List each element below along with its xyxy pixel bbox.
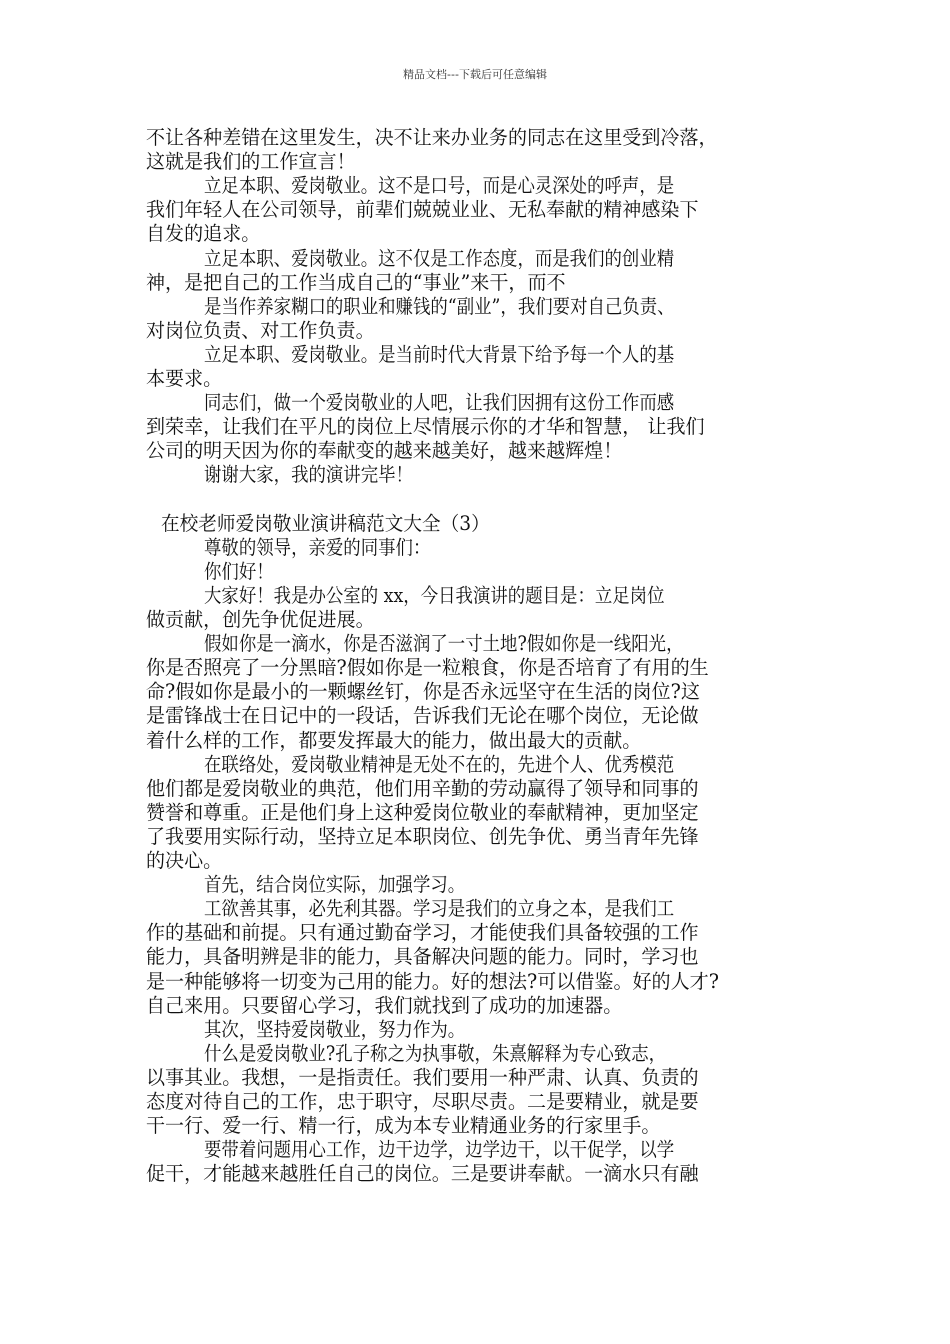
text-line: 立足本职、爱岗敬业。是当前时代大背景下给予每一个人的基 xyxy=(204,342,675,366)
text-line: 是当作养家糊口的职业和赚钱的“副业”，我们要对自己负责、 xyxy=(204,294,675,318)
text-line: 大家好！我是办公室的 xx，今日我演讲的题目是：立足岗位 xyxy=(204,583,665,607)
text-line: 要带着问题用心工作，边干边学，边学边干，以干促学，以学 xyxy=(204,1138,675,1162)
text-line: 能力，具备明辨是非的能力，具备解决问题的能力。同时，学习也 xyxy=(146,945,699,969)
text-line: 他们都是爱岗敬业的典范，他们用辛勤的劳动赢得了领导和同事的 xyxy=(146,776,699,800)
text-line: 这就是我们的工作宣言！ xyxy=(146,150,356,174)
text-line: 工欲善其事，必先利其器。学习是我们的立身之本，是我们工 xyxy=(204,897,675,921)
text-line: 做贡献，创先争优促进展。 xyxy=(146,608,375,631)
text-line: 本要求。 xyxy=(146,367,223,390)
text-line: 对岗位负责、对工作负责。 xyxy=(146,318,375,342)
text-line: 立足本职、爱岗敬业。这不仅是工作态度，而是我们的创业精 xyxy=(204,246,675,270)
text-line: 促干，才能越来越胜任自己的岗位。三是要讲奉献。一滴水只有融 xyxy=(146,1162,699,1186)
text-line: 你们好！ xyxy=(204,559,274,583)
text-line: 作的基础和前提。只有通过勤奋学习，才能使我们具备较强的工作 xyxy=(146,921,699,945)
text-line: 了我要用实际行动，坚持立足本职岗位、创先争优、勇当青年先锋 xyxy=(146,824,699,848)
text-line: 我们年轻人在公司领导，前辈们兢兢业业、无私奉献的精神感染下 xyxy=(146,198,699,222)
text-line: 同志们，做一个爱岗敬业的人吧，让我们因拥有这份工作而感 xyxy=(204,391,675,415)
text-line: 尊敬的领导，亲爱的同事们： xyxy=(204,535,431,559)
text-line: 以事其业。我想，一是指责任。我们要用一种严肃、认真、负责的 xyxy=(146,1065,699,1089)
text-line: 命?假如你是最小的一颗螺丝钉，你是否永远坚守在生活的岗位?这 xyxy=(146,680,700,704)
text-line: 态度对待自己的工作，忠于职守，尽职尽责。二是要精业，就是要 xyxy=(146,1090,699,1113)
text-line: 其次，坚持爱岗敬业，努力作为。 xyxy=(204,1017,466,1041)
text-line: 是雷锋战士在日记中的一段话，告诉我们无论在哪个岗位，无论做 xyxy=(146,704,699,728)
text-line: 的决心。 xyxy=(146,849,223,872)
text-line: 自己来用。只要留心学习，我们就找到了成功的加速器。 xyxy=(146,993,623,1017)
text-line: 你是否照亮了一分黑暗?假如你是一粒粮食，你是否培育了有用的生 xyxy=(146,656,709,680)
text-line: 自发的追求。 xyxy=(146,222,261,246)
text-line: 是一种能够将一切变为己用的能力。好的想法?可以借鉴。好的人才? xyxy=(146,969,719,993)
text-line: 着什么样的工作，都要发挥最大的能力，做出最大的贡献。 xyxy=(146,728,642,752)
text-line: 神，是把自己的工作当成自己的“事业”来干，而不 xyxy=(146,270,566,294)
page-header: 精品文档---下载后可任意编辑 xyxy=(403,68,547,81)
text-line: 干一行、爱一行、精一行，成为本专业精通业务的行家里手。 xyxy=(146,1114,661,1138)
text-line: 谢谢大家，我的演讲完毕！ xyxy=(204,463,413,487)
text-line: 到荣幸，让我们在平凡的岗位上尽情展示你的才华和智慧， 让我们 xyxy=(146,415,705,439)
text-line: 什么是爱岗敬业?孔子称之为执事敬，朱熹解释为专心致志， xyxy=(204,1041,667,1065)
text-line: 公司的明天因为你的奉献变的越来越美好，越来越辉煌！ xyxy=(146,439,623,463)
text-line: 立足本职、爱岗敬业。这不是口号，而是心灵深处的呼声，是 xyxy=(204,174,675,198)
section-heading: 在校老师爱岗敬业演讲稿范文大全（3） xyxy=(160,511,490,535)
text-line: 首先，结合岗位实际，加强学习。 xyxy=(204,873,466,897)
text-line: 在联络处，爱岗敬业精神是无处不在的，先进个人、优秀模范 xyxy=(204,752,675,776)
text-line: 假如你是一滴水，你是否滋润了一寸土地?假如你是一线阳光， xyxy=(204,632,684,656)
text-line: 赞誉和尊重。正是他们身上这种爱岗位敬业的奉献精神，更加坚定 xyxy=(146,800,699,824)
text-line: 不让各种差错在这里发生，决不让来办业务的同志在这里受到冷落， xyxy=(146,126,718,149)
